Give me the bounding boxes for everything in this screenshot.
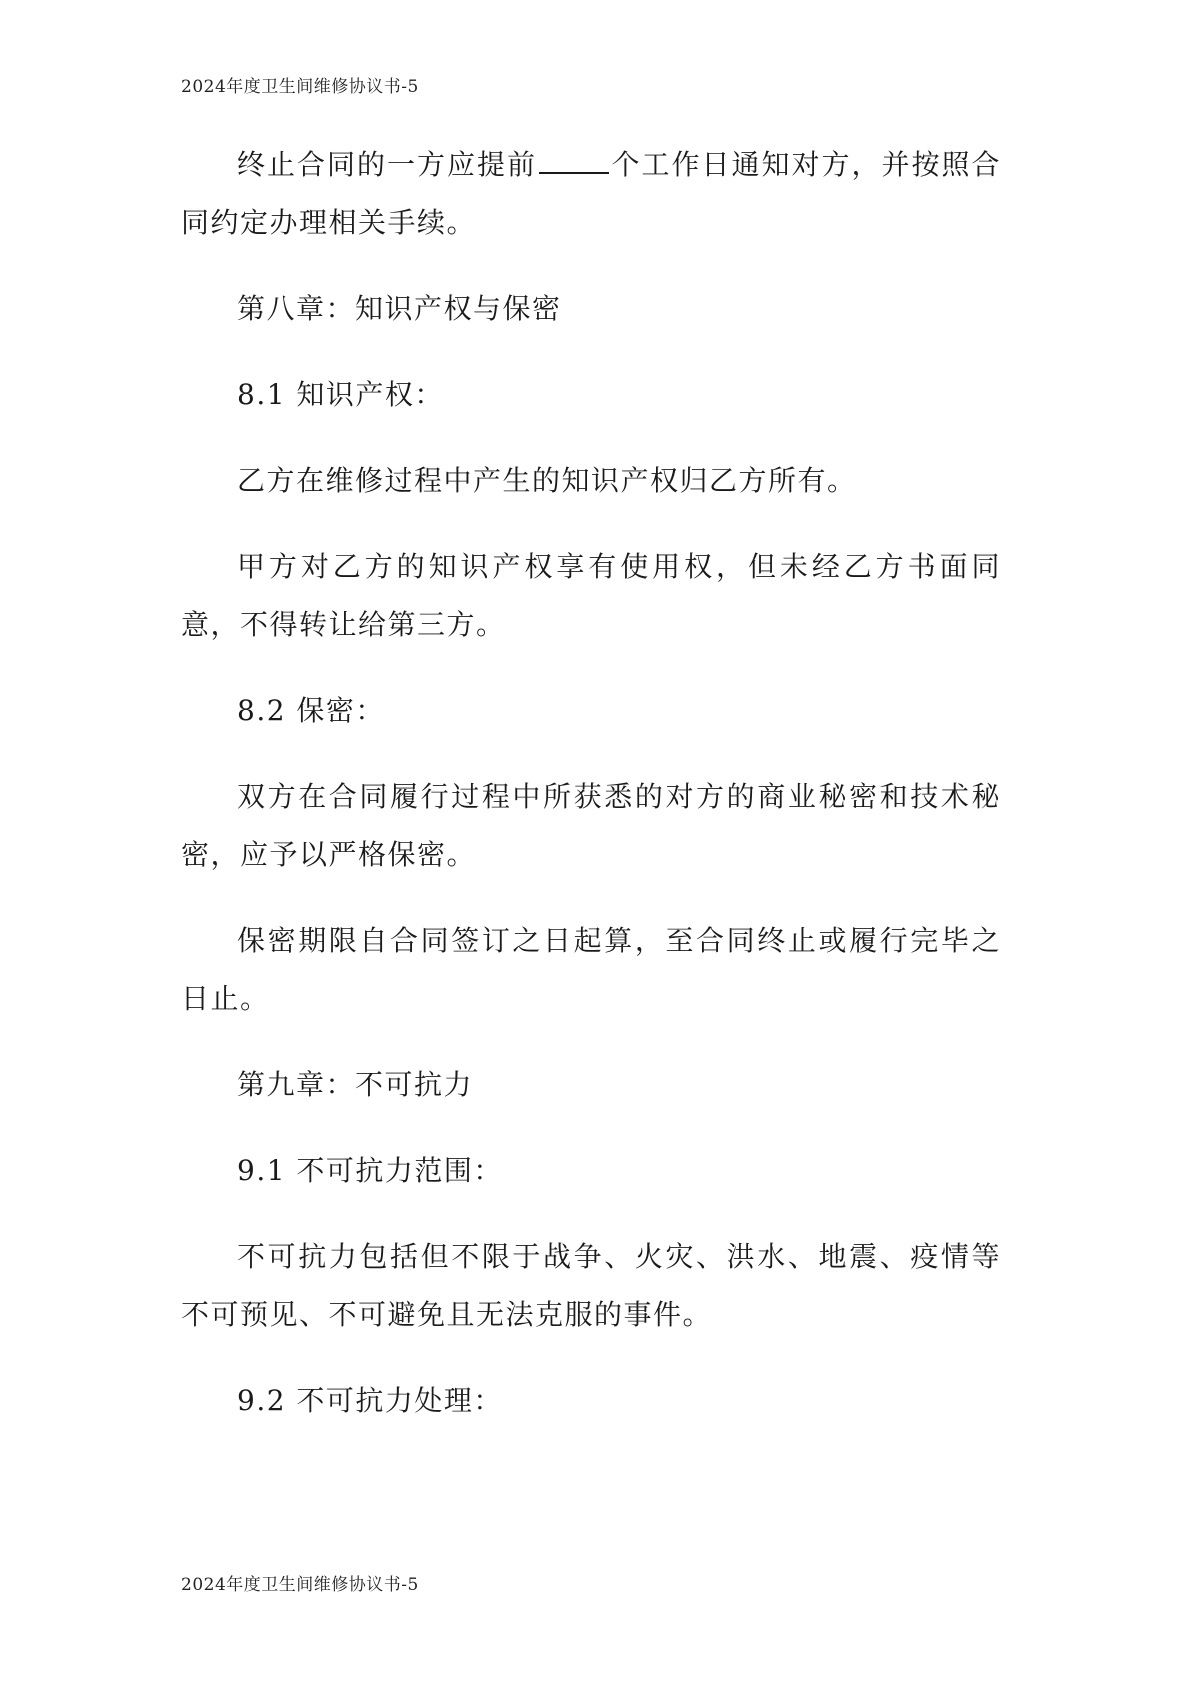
termination-notice-paragraph <box>181 136 1001 252</box>
section-heading-9-2: 9.2 不可抗力处理： <box>237 1384 503 1417</box>
chapter-heading-9: 第九章：不可抗力 <box>237 1068 474 1101</box>
running-footer: 2024年度卫生间维修协议书-5 <box>181 1575 419 1595</box>
termination-notice-text-before: 终止合同的一方应提前 <box>237 148 537 181</box>
confidentiality-term-paragraph: 保密期限自合同签订之日起算，至合同终止或履行完毕之日止。 <box>181 924 1001 1015</box>
chapter-heading-8: 第八章：知识产权与保密 <box>237 292 562 325</box>
section-heading-8-1: 8.1 知识产权： <box>237 378 444 411</box>
document-body <box>181 136 1001 1458</box>
running-header: 2024年度卫生间维修协议书-5 <box>181 77 419 97</box>
force-majeure-scope-paragraph: 不可抗力包括但不限于战争、火灾、洪水、地震、疫情等不可预见、不可避免且无法克服的事件。 <box>181 1240 1001 1331</box>
confidentiality-paragraph: 双方在合同履行过程中所获悉的对方的商业秘密和技术秘密，应予以严格保密。 <box>181 780 1001 871</box>
ip-usage-paragraph: 甲方对乙方的知识产权享有使用权，但未经乙方书面同意，不得转让给第三方。 <box>181 550 1001 641</box>
section-heading-9-1: 9.1 不可抗力范围： <box>237 1154 503 1187</box>
termination-notice-text-after: 个工作日通知对方，并按照合同约定办理相关手续。 <box>181 148 1001 239</box>
ip-ownership-paragraph: 乙方在维修过程中产生的知识产权归乙方所有。 <box>237 464 857 497</box>
fill-in-blank <box>539 148 609 174</box>
section-heading-8-2: 8.2 保密： <box>237 694 385 727</box>
